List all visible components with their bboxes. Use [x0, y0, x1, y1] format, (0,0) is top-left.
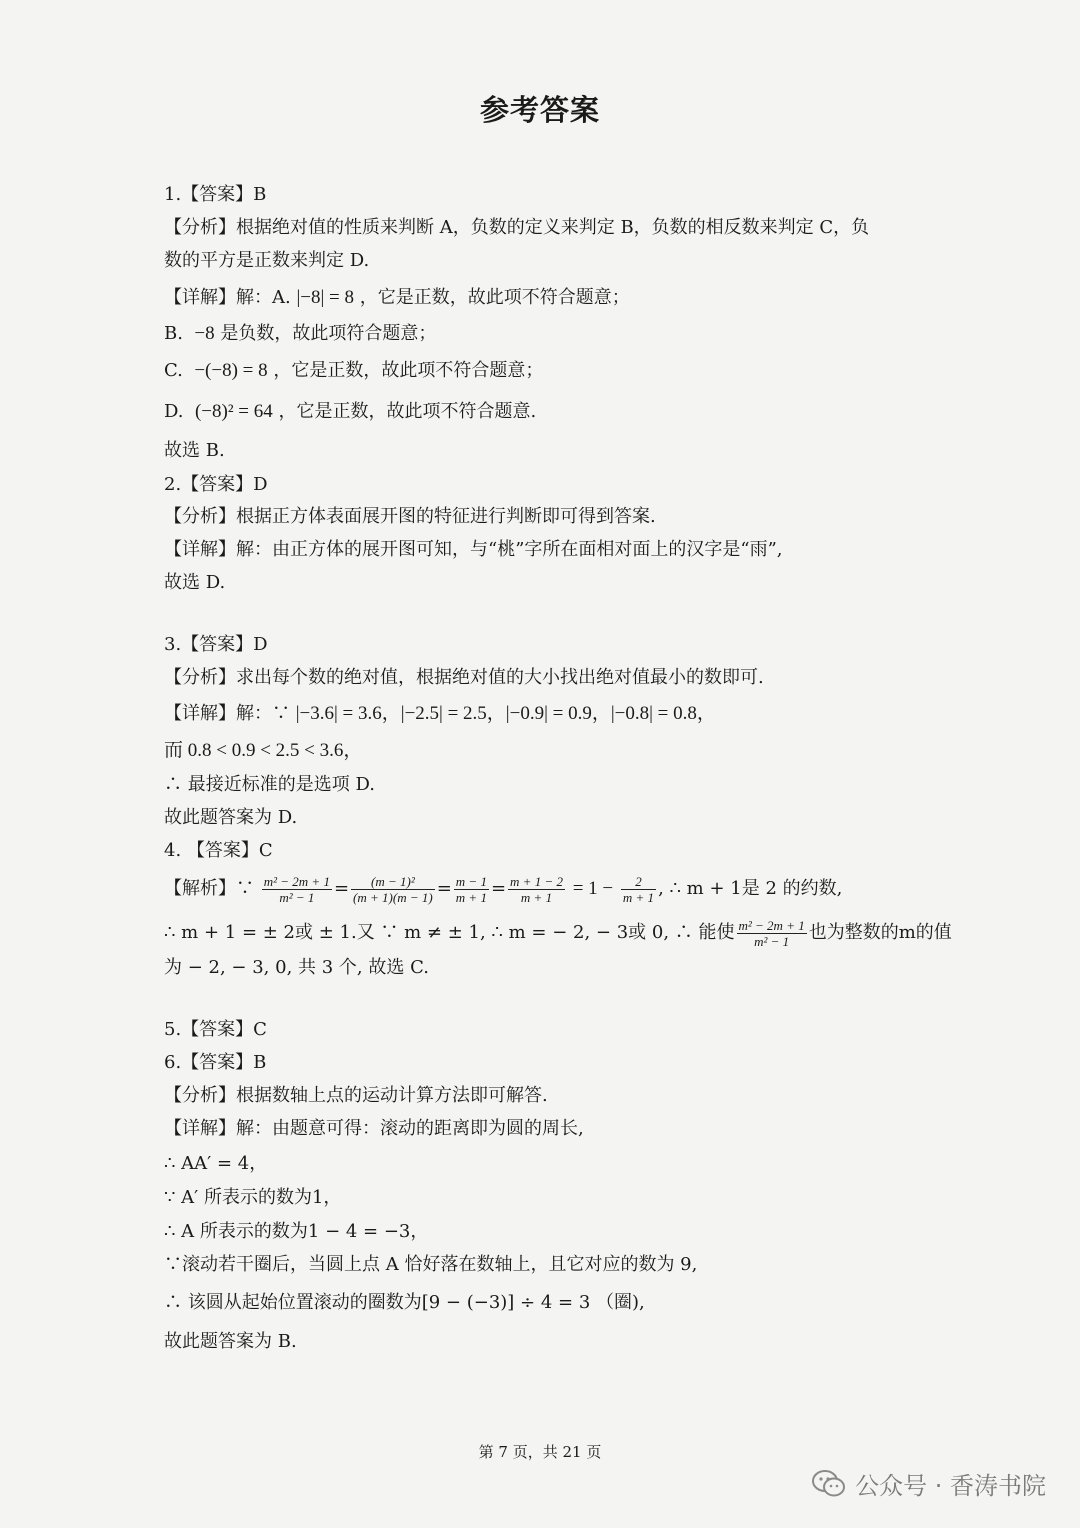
q1-analysis-line2: 数的平方是正数来判定 D.: [164, 250, 370, 271]
q4-fraction-4: [508, 874, 565, 905]
q3-compare: 而 0.8 < 0.9 < 2.5 < 3.6，: [164, 740, 363, 761]
q4-fraction-3: [454, 874, 489, 905]
watermark: [811, 1466, 1046, 1501]
q6-answer: 6.【答案】B: [164, 1052, 267, 1073]
q4-frac1-den: m² − 1: [279, 889, 315, 905]
q3-detail-math: |−3.6| = 3.6，|−2.5| = 2.5，|−0.9| = 0.9，|−0.8| = 0.8，: [295, 703, 716, 724]
q1-b-text: 是负数，故此项符合题意；: [220, 323, 437, 344]
page-number-footer: 第 7 页，共 21 页: [478, 1443, 602, 1461]
q6-step2: ∵ A′ 所表示的数为1，: [164, 1187, 342, 1208]
q1-b-prefix: B.: [164, 323, 183, 344]
q6-analysis: 【分析】根据数轴上点的运动计算方法即可解答.: [164, 1085, 548, 1106]
q4-frac6-den: m² − 1: [754, 933, 790, 949]
q1-detail-a: [164, 286, 630, 310]
q1-c-prefix: C.: [164, 360, 183, 381]
q1-answer: 1.【答案】B: [164, 184, 267, 205]
q1-b-math: −8: [194, 323, 215, 344]
q3-detail: [164, 702, 716, 726]
q4-solution-line3: 为 − 2, − 3, 0, 共 3 个, 故选 C.: [164, 957, 429, 978]
q4-frac2-num: (m − 1)²: [351, 874, 435, 890]
q6-conclusion: 故此题答案为 B.: [164, 1331, 297, 1352]
q6-step4: ∵滚动若干圈后，当圆上点 A 恰好落在数轴上，且它对应的数为 9,: [164, 1254, 698, 1275]
q4-frac1-num: m² − 2m + 1: [263, 873, 330, 889]
q1-option-d: [164, 400, 536, 424]
q4-fraction-6: [737, 918, 807, 949]
q4-frac2-den: (m + 1)(m − 1): [353, 889, 433, 905]
q4-line2-b: 也为整数的m的值: [808, 922, 952, 943]
q4-solution-line1: 【解析】∵ $\frac{\text{m² − 2m + 1}}{\text{m² − 1}}$ = $\frac{\text{(m − 1)²}}{(m + 1)(m - 1)}$ = $\frac{m - 1}{m + 1}$ = $\frac{m + 1 - 2}{m + 1}$ = 1 − $\frac{2}{m + 1}$ , ∴ m + 1是 2 的约数,: [164, 873, 843, 905]
q4-line1-prefix: 【解析】∵: [164, 878, 254, 899]
q3-detail-prefix: 【详解】解：∵: [164, 703, 290, 724]
q4-frac5-num: 2: [621, 874, 656, 890]
q1-option-b: [164, 322, 436, 346]
q6-detail: 【详解】解：由题意可得：滚动的距离即为圆的周长,: [164, 1118, 584, 1139]
q1-d-text: ，它是正数，故此项不符合题意.: [278, 401, 537, 422]
q4-solution-line2: [164, 914, 952, 952]
page-title: 参考答案: [479, 93, 600, 127]
q4-answer: 4. 【答案】C: [164, 840, 273, 861]
q4-line1-suffix: , ∴ m + 1是 2 的约数,: [658, 878, 843, 899]
q3-analysis: 【分析】求出每个数的绝对值，根据绝对值的大小找出绝对值最小的数即可.: [164, 667, 764, 688]
q2-analysis: 【分析】根据正方体表面展开图的特征进行判断即可得到答案.: [164, 506, 656, 527]
q4-frac3-den: m + 1: [455, 889, 487, 905]
q4-fraction-1: [262, 874, 332, 905]
q4-minus-text: = 1 −: [572, 878, 614, 899]
q2-detail: 【详解】解：由正方体的展开图可知，与“桃”字所在面相对面上的汉字是“雨”,: [164, 539, 783, 560]
q1-d-math: (−8)² = 64: [194, 401, 273, 422]
q1-c-math: −(−8) = 8: [194, 360, 268, 381]
q5-answer: 5.【答案】C: [164, 1019, 267, 1040]
q1-option-c: [164, 359, 543, 383]
q1-c-text: ，它是正数，故此项不符合题意；: [273, 360, 544, 381]
q1-conclusion: 故选 B.: [164, 440, 225, 461]
q6-step1: ∴ AA′ = 4，: [164, 1153, 268, 1174]
q1-d-prefix: D.: [164, 401, 184, 422]
q3-conclusion: 故此题答案为 D.: [164, 807, 298, 828]
q1-detail-a-math: |−8| = 8: [296, 287, 355, 308]
q1-detail-a-text: ，它是正数，故此项不符合题意；: [359, 287, 630, 308]
q4-frac5-den: m + 1: [622, 889, 655, 905]
q4-frac3-num: m − 1: [455, 873, 487, 889]
q4-frac4-num: m + 1 − 2: [510, 873, 563, 889]
q4-frac4-den: m + 1: [520, 889, 553, 905]
q6-step3: ∴ A 所表示的数为1 − 4 = −3，: [164, 1221, 429, 1242]
q1-detail-prefix: 【详解】解：A.: [164, 287, 291, 308]
wechat-icon: [811, 1469, 847, 1499]
q4-fraction-2: [351, 874, 435, 905]
q3-answer: 3.【答案】D: [164, 634, 268, 655]
q6-step5: ∴ 该圆从起始位置滚动的圈数为[9 − (−3)] ÷ 4 = 3 （圈),: [164, 1292, 645, 1313]
q3-therefore: ∴ 最接近标准的是选项 D.: [164, 774, 375, 795]
q4-fraction-5: [621, 874, 656, 905]
q1-analysis-line1: 【分析】根据绝对值的性质来判断 A，负数的定义来判定 B，负数的相反数来判定 C，负: [164, 217, 870, 238]
watermark-text: 公众号 · 香涛书院: [855, 1472, 1046, 1500]
q4-line2-a: ∴ m + 1 = ± 2或 ± 1.又 ∵ m ≠ ± 1, ∴ m = − 2, − 3或 0, ∴ 能使: [164, 922, 735, 943]
q2-answer: 2.【答案】D: [164, 474, 268, 495]
q4-frac6-num: m² − 2m + 1: [738, 917, 805, 933]
q2-conclusion: 故选 D.: [164, 572, 226, 593]
